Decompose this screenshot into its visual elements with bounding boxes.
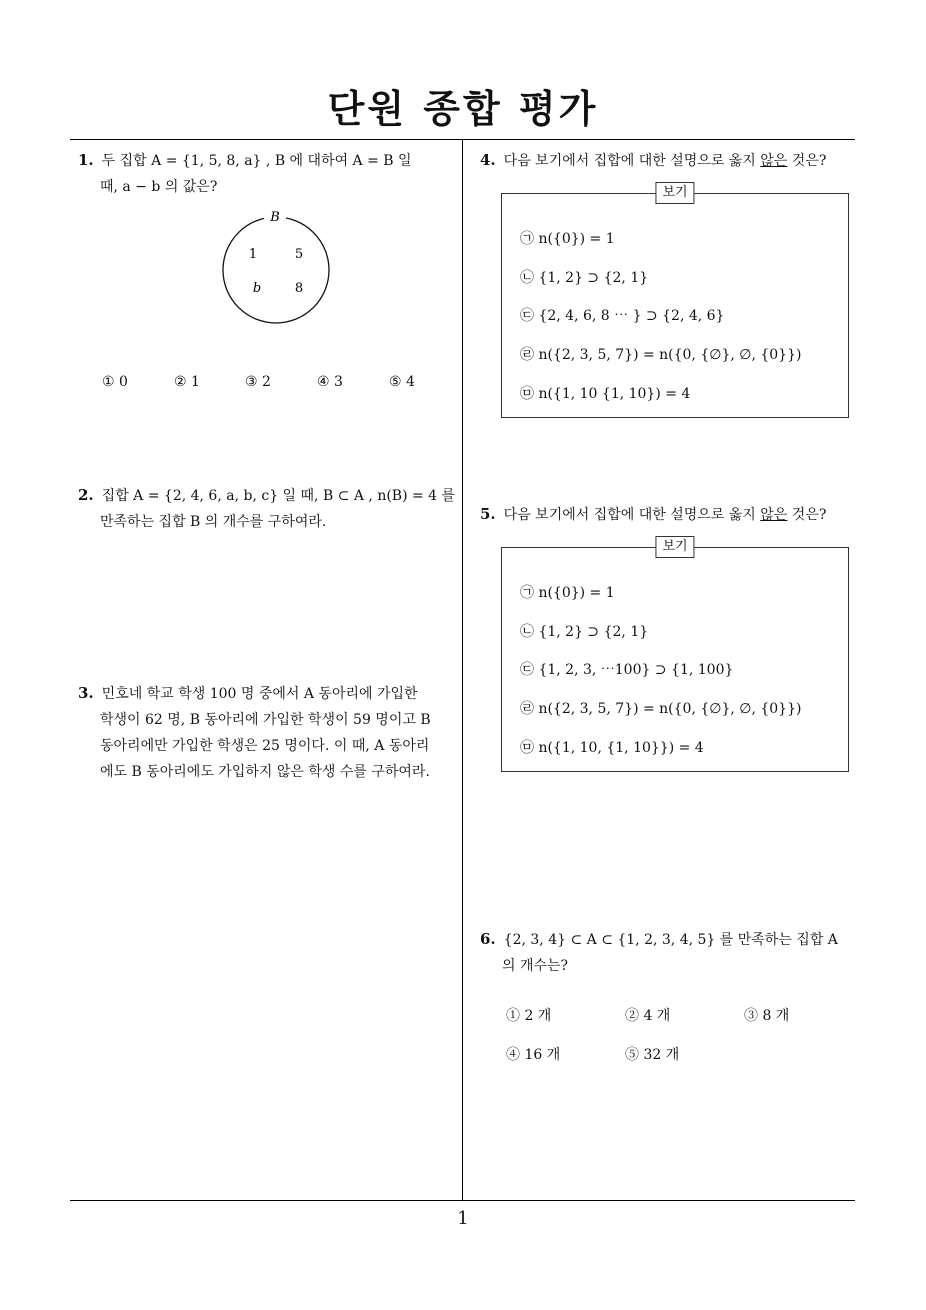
venn-element: 8 <box>294 281 304 296</box>
choice-5[interactable]: ⑤ 32 개 <box>625 1047 680 1063</box>
q1-choices <box>102 374 442 394</box>
question-text: 것은? <box>787 507 827 523</box>
question-text-line: 에도 B 동아리에도 가입하지 않은 학생 수를 구하여라. <box>100 764 430 780</box>
column-divider <box>462 139 463 1200</box>
bogi-item: ㉤ n({1, 10, {1, 10}}) = 4 <box>520 740 704 756</box>
question-number: 3. <box>78 684 94 702</box>
choice-2[interactable]: ② 1 <box>174 374 200 390</box>
question-text-line: 학생이 62 명, B 동아리에 가입한 학생이 59 명이고 B <box>100 712 431 728</box>
bogi-label: 보기 <box>655 536 694 558</box>
underlined-word: 않은 <box>760 507 788 523</box>
question-text-line: 동아리에만 가입한 학생은 25 명이다. 이 때, A 동아리 <box>100 738 430 754</box>
question-2 <box>78 482 456 535</box>
question-text-line: 집합 A = {2, 4, 6, a, b, c} 일 때, B ⊂ A , n(B) = 4 를 <box>101 488 456 504</box>
choice-4[interactable]: ④ 16 개 <box>506 1047 561 1063</box>
question-6 <box>480 926 860 979</box>
choice-1[interactable]: ① 2 개 <box>506 1008 552 1024</box>
question-3 <box>78 680 456 785</box>
question-number: 4. <box>480 151 496 169</box>
question-number: 5. <box>480 505 496 523</box>
question-text-line: 두 집합 A = {1, 5, 8, a} , B 에 대하여 A = B 일 <box>101 153 412 169</box>
venn-diagram <box>216 208 336 328</box>
bogi-item: ㉠ n({0}) = 1 <box>520 231 615 247</box>
venn-circle <box>223 217 329 323</box>
venn-set-label: B <box>270 210 280 225</box>
bogi-item: ㉣ n({2, 3, 5, 7}) = n({0, {∅}, ∅, {0}}) <box>520 347 802 363</box>
page-number: 1 <box>457 1208 469 1229</box>
choice-2[interactable]: ② 4 개 <box>625 1008 671 1024</box>
question-4 <box>480 147 860 174</box>
choice-3[interactable]: ③ 8 개 <box>744 1008 790 1024</box>
venn-element: 1 <box>248 247 258 262</box>
question-number: 2. <box>78 486 94 504</box>
bogi-item: ㉢ {2, 4, 6, 8 ⋯ } ⊃ {2, 4, 6} <box>520 308 725 324</box>
question-number: 1. <box>78 151 94 169</box>
bogi-item: ㉠ n({0}) = 1 <box>520 585 615 601</box>
question-5 <box>480 501 860 528</box>
venn-element: b <box>252 281 262 296</box>
venn-element: 5 <box>294 247 304 262</box>
question-text-line: 의 개수는? <box>502 958 569 974</box>
bogi-box <box>501 185 849 418</box>
bogi-box <box>501 539 849 772</box>
question-text-line: 만족하는 집합 B 의 개수를 구하여라. <box>100 514 327 530</box>
underlined-word: 않은 <box>760 153 788 169</box>
bogi-item: ㉡ {1, 2} ⊃ {2, 1} <box>520 270 649 286</box>
bogi-item: ㉡ {1, 2} ⊃ {2, 1} <box>520 624 649 640</box>
choice-4[interactable]: ④ 3 <box>317 374 343 390</box>
question-1 <box>78 147 456 200</box>
question-number: 6. <box>480 930 496 948</box>
page-title: 단원 종합 평가 <box>327 87 599 131</box>
bottom-rule <box>70 1200 855 1201</box>
choice-5[interactable]: ⑤ 4 <box>389 374 415 390</box>
bogi-item: ㉤ n({1, 10 {1, 10}) = 4 <box>520 386 691 402</box>
question-text-line: 민호네 학교 학생 100 명 중에서 A 동아리에 가입한 <box>101 686 418 702</box>
question-text-line: {2, 3, 4} ⊂ A ⊂ {1, 2, 3, 4, 5} 를 만족하는 집합 A <box>503 932 838 948</box>
bogi-label: 보기 <box>655 182 694 204</box>
choice-3[interactable]: ③ 2 <box>245 374 271 390</box>
question-text-line: 때, a − b 의 값은? <box>100 179 218 195</box>
choice-1[interactable]: ① 0 <box>102 374 128 390</box>
question-text: 다음 보기에서 집합에 대한 설명으로 옳지 <box>503 153 761 169</box>
bogi-item: ㉣ n({2, 3, 5, 7}) = n({0, {∅}, ∅, {0}}) <box>520 701 802 717</box>
question-text: 다음 보기에서 집합에 대한 설명으로 옳지 <box>503 507 761 523</box>
bogi-item: ㉢ {1, 2, 3, ⋯100} ⊃ {1, 100} <box>520 662 734 678</box>
q6-choices <box>506 1005 846 1065</box>
question-text: 것은? <box>787 153 827 169</box>
